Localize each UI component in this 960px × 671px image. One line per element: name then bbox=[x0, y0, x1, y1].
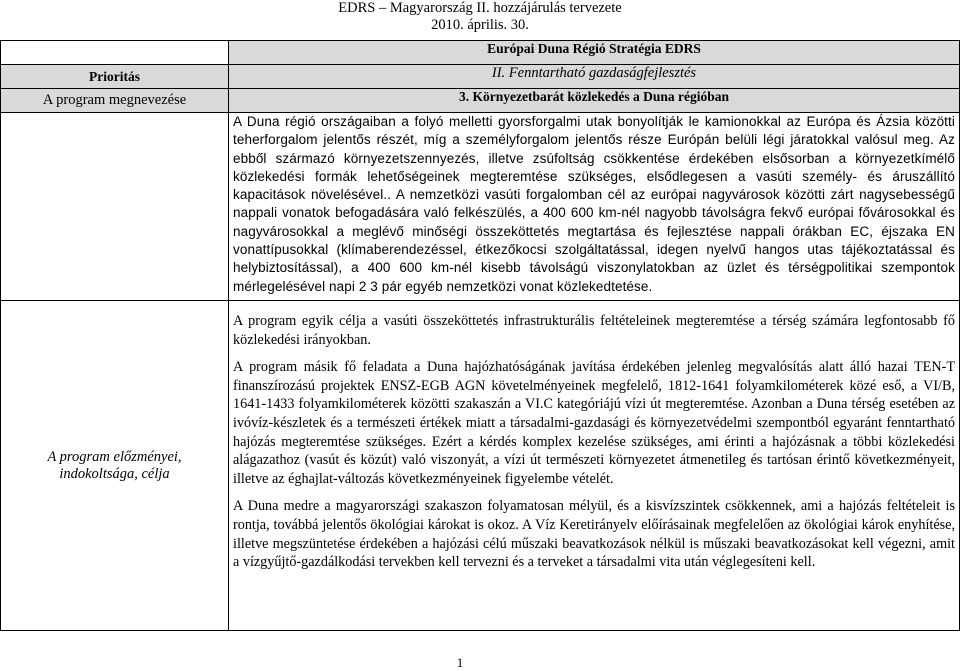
paragraph-1: A Duna régió országaiban a folyó melletti gyorsforgalmi utak bonyolítják le kamionokkal az Európa és Ázsia közötti teherforgalom jelentős részét, míg a személyforgalom jelentős része Európán belüli légi járatokkal valósul meg. Az ebből származó környezetszennyezés, illetve zsúfoltság csökkentése érdekében elsősorban a környezetkímélő közlekedési formák lehetőségeinek megteremtése szükséges, elsődlegesen a vasúti személy- és áruszállító kapacitások növelésével.. A nemzetközi vasúti forgalomban cél az európai nagyvárosok közötti zárt nagysebességű nappali vonatok befogadására való felkészülés, a 400 600 km-nél nagyobb távolságra fekvő európai fővárosokkal és nagyvárosokkal a meglévő minőségi összeköttetés megtartása és fejlesztése nappali órákban EC, éjszaka EN vonattípusokkal (klímaberendezéssel, étkezőkocsi szolgáltatással, idegen nyelvű hangos utas tájékoztatással és helybiztosítással), a 400 600 km-nél kisebb távolságú viszonylatokban az üzlet és térségpolitikai szempontok mérlegelésével napi 2 3 pár egyéb nemzetközi vonat közlekedtetése. bbox=[233, 114, 955, 294]
program-table bbox=[0, 40, 960, 631]
paragraph-2: A program egyik célja a vasúti összeköttetés infrastrukturális feltételeinek megteremtése a térség számára legfontosabb fő közlekedési irányokban. bbox=[233, 313, 955, 348]
paragraph-3: A program másik fő feladata a Duna hajózhatóságának javítása érdekében jelenleg megvalósítás alatt álló hazai TEN-T finanszírozású projektek ENSZ-EGB AGN követelményeinek megfelelő, 1812-1641 folyamkilométerek közé eső, a VI/B, 1641-1433 folyamkilométerek közötti szakaszán a VI.C kategóriájú vízi út megteremtése. Azonban a Duna térség esetében az ivóvíz-készletek és a természeti értékek miatt a társadalmi-gazdasági és környezetvédelmi szempontból egyaránt fenntartható hajózás megteremtése szükséges. Ezért a kérdés komplex kezelése szükséges, ami érinti a hajózásnak a többi közlekedési alágazathoz (vasút és közút) való viszonyát, a vízi út természeti környezetet átmenetileg és tartósan érintő következményeit, illetve az éghajlat-változás következményeinek figyelembe vételét. bbox=[233, 359, 955, 487]
header-title: EDRS – Magyarország II. hozzájárulás tervezete bbox=[338, 0, 622, 16]
objectives-cell bbox=[229, 301, 960, 631]
background-label-line1: A program előzményei, bbox=[47, 448, 182, 465]
document-header bbox=[230, 0, 730, 34]
empty-label-cell bbox=[1, 41, 229, 65]
paragraph-4: A Duna medre a magyarországi szakaszon folyamatosan mélyül, és a kisvízszintek csökkennek, ami a hajózás feltételeit is rontja, továbbá jelentős ökológiai károkat is okoz. A Víz Keretirányelv előírásainak megfelelően az ökológiai károk enyhítése, illetve megszüntetése érdekében a hajózási célú műszaki beavatkozások nélkül is műszaki beavatkozásokat kell végezni, amit a vízgyűjtő-gazdálkodási tervekben kell tervezni és a terveket a társadalmi vita után véglegesíteni kell. bbox=[233, 498, 955, 571]
header-date: 2010. április. 30. bbox=[431, 17, 529, 33]
program-name-value: 3. Környezetbarát közlekedés a Duna régióban bbox=[229, 89, 960, 113]
background-label-line2: indokoltsága, célja bbox=[59, 465, 170, 482]
strategy-title: Európai Duna Régió Stratégia EDRS bbox=[229, 41, 960, 65]
program-name-label: A program megnevezése bbox=[1, 89, 229, 113]
background-label bbox=[1, 301, 229, 631]
page-number: 1 bbox=[456, 655, 464, 670]
description-cell bbox=[229, 113, 960, 301]
priority-value: II. Fenntartható gazdaságfejlesztés bbox=[229, 65, 960, 89]
priority-label: Prioritás bbox=[1, 65, 229, 89]
empty-label-cell-2 bbox=[1, 113, 229, 301]
